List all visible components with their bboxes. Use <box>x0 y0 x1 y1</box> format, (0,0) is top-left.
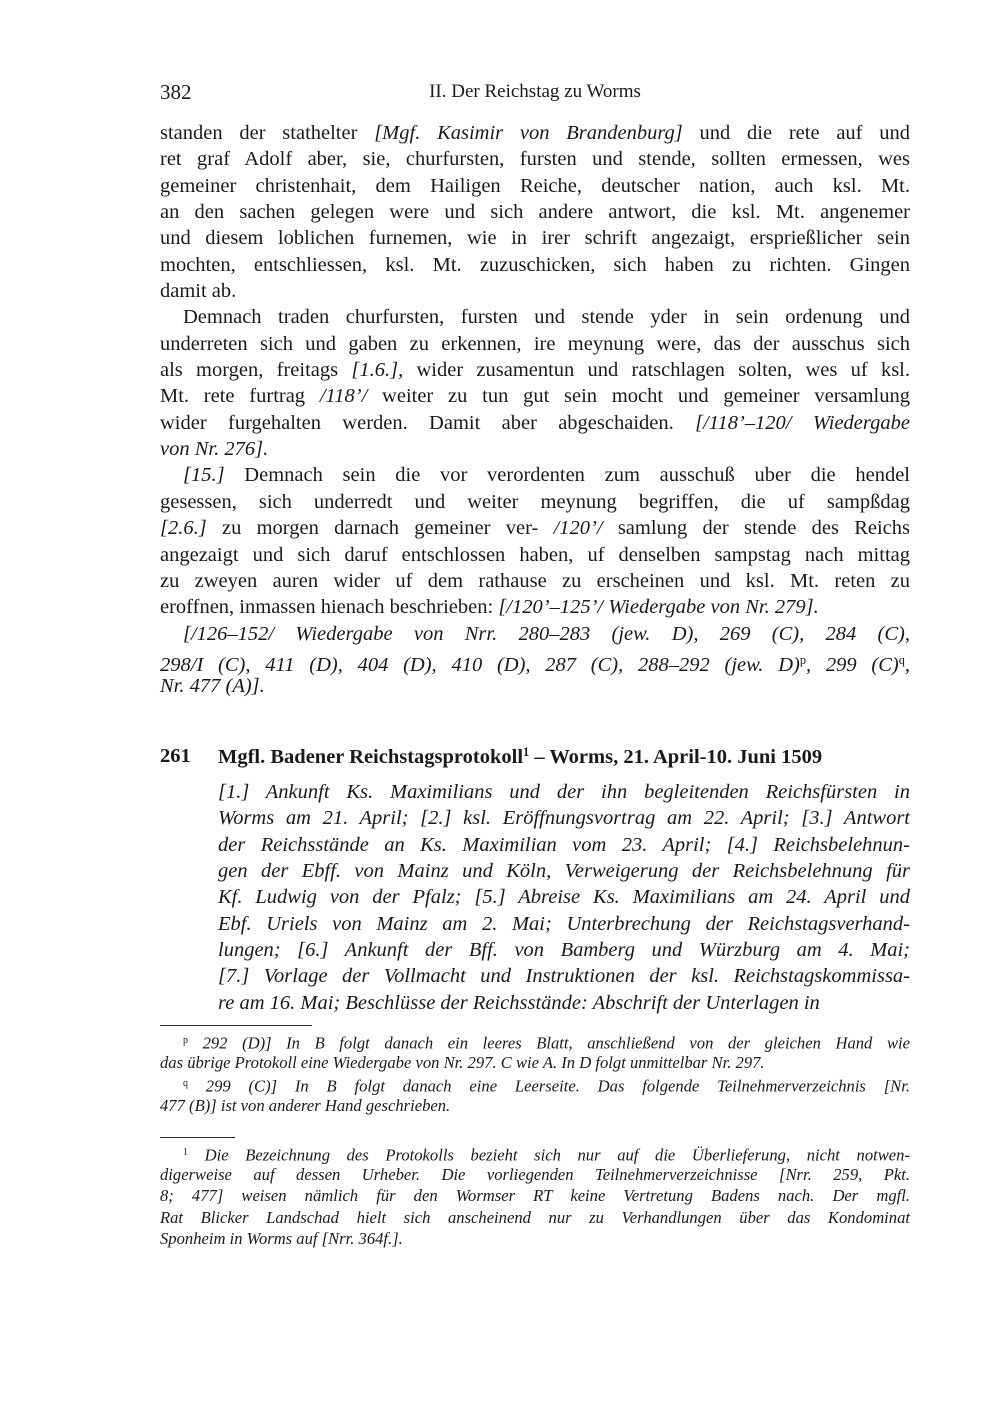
paragraph-line <box>160 594 910 620</box>
text-segment: das übrige Protokoll eine Wiedergabe von Nr. 297. C wie A. In D folgt unmittelbar Nr. 297. <box>160 1052 765 1072</box>
text-segment: , <box>904 653 911 676</box>
text-segment: samlung der stende des Reichs <box>602 517 910 540</box>
paragraph-line <box>160 410 910 436</box>
text-segment: Kf. Ludwig von der Pfalz; [5.] Abreise Ks. Maximilians am 24. April und <box>218 886 910 909</box>
text-segment: zu morgen darnach gemeiner ver- <box>206 517 554 540</box>
text-segment: [1.6.] <box>351 359 399 382</box>
text-segment: [15.] <box>183 464 225 487</box>
text-segment: re am 16. Mai; Beschlüsse der Reichsstände: Abschrift der Unterlagen in <box>218 991 820 1014</box>
summary-line <box>218 911 910 937</box>
paragraph-line <box>160 436 910 462</box>
text-segment: als morgen, freitags <box>160 359 352 382</box>
summary-line <box>218 779 910 805</box>
paragraph-line <box>160 331 910 357</box>
text-segment: gesessen, sich underredt und weiter meynung begriffen, die uf sampßdag <box>160 490 910 513</box>
paragraph-line <box>160 515 910 541</box>
paragraph-line <box>160 568 910 594</box>
text-segment: 292 (D)] In B folgt danach ein leeres Blatt, anschließend von der gleichen Hand wie <box>187 1033 910 1053</box>
summary-line <box>218 858 910 884</box>
summary-line <box>218 884 910 910</box>
text-segment: /120’/ <box>553 517 603 540</box>
footnote-marker: p <box>183 1035 188 1046</box>
text-segment: digerweise auf dessen Urheber. Die vorliegenden Teilnehmerverzeichnisse [Nrr. 259, Pkt. <box>160 1164 910 1184</box>
page-number: 382 <box>160 80 192 104</box>
document-place-date: – Worms, 21. April-10. Juni 1509 <box>529 745 823 768</box>
text-segment: Mt. rete furtrag <box>160 385 320 408</box>
text-segment: weiter zu tun gut sein mocht und gemeiner versamlung <box>367 385 910 408</box>
text-segment: damit ab. <box>160 280 237 303</box>
footnote-marker: 1 <box>523 745 530 759</box>
text-segment: Die Bezeichnung des Protokolls bezieht sich nur auf die Überlieferung, nicht notwen- <box>187 1145 910 1165</box>
text-segment: lungen; [6.] Ankunft der Bff. von Bamberg und Würzburg am 4. Mai; <box>218 939 910 962</box>
footnote-rule <box>160 1025 312 1026</box>
text-segment: Worms am 21. April; [2.] ksl. Eröffnungsvortrag am 22. April; [3.] Antwort <box>218 807 910 830</box>
paragraph-line <box>160 357 910 383</box>
main-text <box>160 120 910 700</box>
paragraph-line <box>160 146 910 172</box>
text-segment: gen der Ebff. von Mainz und Köln, Verweigerung der Reichsbelehnung für <box>218 860 910 883</box>
summary-line <box>218 832 910 858</box>
text-segment: [7.] Vorlage der Vollmacht und Instruktionen der ksl. Reichstagskommissa- <box>218 965 910 988</box>
text-segment: /118’/ <box>319 385 368 408</box>
summary-line <box>218 990 910 1016</box>
paragraph-line <box>160 383 910 409</box>
text-segment: ret graf Adolf aber, sie, churfursten, fursten und stende, sollten ermessen, wes <box>160 148 910 171</box>
paragraph-line <box>160 462 910 488</box>
text-segment: [/126–152/ Wiedergabe von Nrr. 280–283 (jew. D), 269 (C), 284 (C), <box>183 622 910 645</box>
footnote-line <box>160 1164 910 1186</box>
text-segment: standen der stathelter <box>160 122 375 144</box>
text-segment: 8; 477] weisen nämlich für den Wormser RT keine Vertretung Badens nach. Der mgfl. <box>160 1186 910 1206</box>
note-line <box>160 1073 910 1095</box>
paragraph-line <box>160 120 910 146</box>
text-segment: Ebf. Uriels von Mainz am 2. Mai; Unterbrechung der Reichstagsverhand- <box>218 912 910 935</box>
text-segment: wider furgehalten werden. Damit aber abgeschaiden. <box>160 411 696 434</box>
text-segment: 298/I (C), 411 (D), 404 (D), 410 (D), 287 (C), 288–292 (jew. D) <box>160 653 800 676</box>
paragraph-line <box>160 199 910 225</box>
paragraph-line <box>160 278 910 304</box>
text-segment: Sponheim in Worms auf [Nrr. 364f.]. <box>160 1229 403 1249</box>
footnote-marker: q <box>183 1078 188 1090</box>
note-line <box>160 1030 910 1052</box>
paragraph-line <box>160 304 910 330</box>
paragraph <box>160 304 910 462</box>
text-segment: an den sachen gelegen were und sich andere antwort, die ksl. Mt. angenemer <box>160 201 910 224</box>
footnote-line <box>160 1185 910 1207</box>
footnote-marker: p <box>799 652 806 667</box>
paragraph-line <box>160 489 910 515</box>
paragraph-line <box>160 647 911 676</box>
paragraph <box>160 621 910 700</box>
running-title: II. Der Reichstag zu Worms <box>429 81 641 102</box>
textual-note <box>160 1073 910 1116</box>
text-segment: [2.6.] <box>160 517 207 540</box>
paragraph-line <box>160 621 910 647</box>
text-segment: angezaigt und sich daruf entschlossen haben, uf denselben sampstag nach mittag <box>160 543 910 566</box>
paragraph-line <box>160 225 910 251</box>
text-segment: Demnach sein die vor verordenten zum ausschuß uber die hendel <box>224 464 910 487</box>
text-segment: [/118’–120/ Wiedergabe <box>695 411 910 434</box>
footnote <box>160 1142 910 1250</box>
textual-notes <box>160 1030 910 1116</box>
footnote-marker: q <box>898 652 905 667</box>
text-segment: von Nr. 276]. <box>160 438 269 461</box>
paragraph-line <box>160 252 910 278</box>
text-segment: Demnach traden churfursten, fursten und stende yder in sein ordenung und <box>183 306 910 329</box>
text-segment: 477 (B)] ist von anderer Hand geschrieben. <box>160 1095 451 1115</box>
text-segment: underreten sich und gaben zu erkennen, ire meynung were, das der ausschus sich <box>160 332 910 355</box>
footnote-line <box>160 1228 910 1250</box>
footnote-rule <box>160 1137 235 1138</box>
paragraph <box>160 462 910 620</box>
note-line <box>160 1095 910 1117</box>
text-segment: , 299 (C) <box>806 653 899 676</box>
document-number: 261 <box>160 745 191 767</box>
footnote-line <box>160 1142 910 1164</box>
paragraph <box>160 120 910 304</box>
footnote-line <box>160 1207 910 1229</box>
text-segment: und die rete auf und <box>682 122 910 144</box>
document-summary <box>218 779 910 1016</box>
document-heading <box>218 745 822 769</box>
text-segment: Rat Blicker Landschad hielt sich anscheinend nur zu Verhandlungen über das Kondominat <box>160 1207 910 1227</box>
summary-line <box>218 805 910 831</box>
text-segment: , wider zusamentun und ratschlagen solten, wes uf ksl. <box>398 359 910 382</box>
text-segment: mochten, entschliessen, ksl. Mt. zuzuschicken, sich haben zu richten. Gingen <box>160 253 910 276</box>
textual-note <box>160 1030 910 1073</box>
text-segment: Nr. 477 (A)]. <box>160 675 265 698</box>
text-segment: [1.] Ankunft Ks. Maximilians und der ihn begleitenden Reichsfürsten in <box>218 781 910 803</box>
footnote-marker: 1 <box>183 1147 188 1158</box>
summary-line <box>218 963 910 989</box>
paragraph-line <box>160 673 910 699</box>
text-segment: der Reichsstände an Ks. Maximilian vom 23. April; [4.] Reichsbelehnun- <box>218 833 910 856</box>
text-segment: zu zweyen auren wider uf dem rathause zu erscheinen und ksl. Mt. reten zu <box>160 569 910 592</box>
document-title: Mgfl. Badener Reichstagsprotokoll <box>218 745 524 768</box>
text-segment: [/120’–125’/ Wiedergabe von Nr. 279]. <box>498 596 819 619</box>
paragraph-line <box>160 542 910 568</box>
text-segment: eroffnen, inmassen hienach beschrieben: <box>160 596 499 619</box>
text-segment: 299 (C)] In B folgt danach eine Leerseite. Das folgende Teilnehmerverzeichnis [Nr. <box>187 1076 910 1096</box>
summary-line <box>218 937 910 963</box>
note-line <box>160 1052 910 1074</box>
footnotes <box>160 1142 910 1250</box>
paragraph-line <box>160 173 910 199</box>
text-segment: gemeiner christenhait, dem Hailigen Reiche, deutscher nation, auch ksl. Mt. <box>160 174 910 197</box>
text-segment: [Mgf. Kasimir von Brandenburg] <box>374 122 683 144</box>
text-segment: und diesem loblichen furnemen, wie in irer schrift angezaigt, ersprießlicher sein <box>160 227 910 250</box>
